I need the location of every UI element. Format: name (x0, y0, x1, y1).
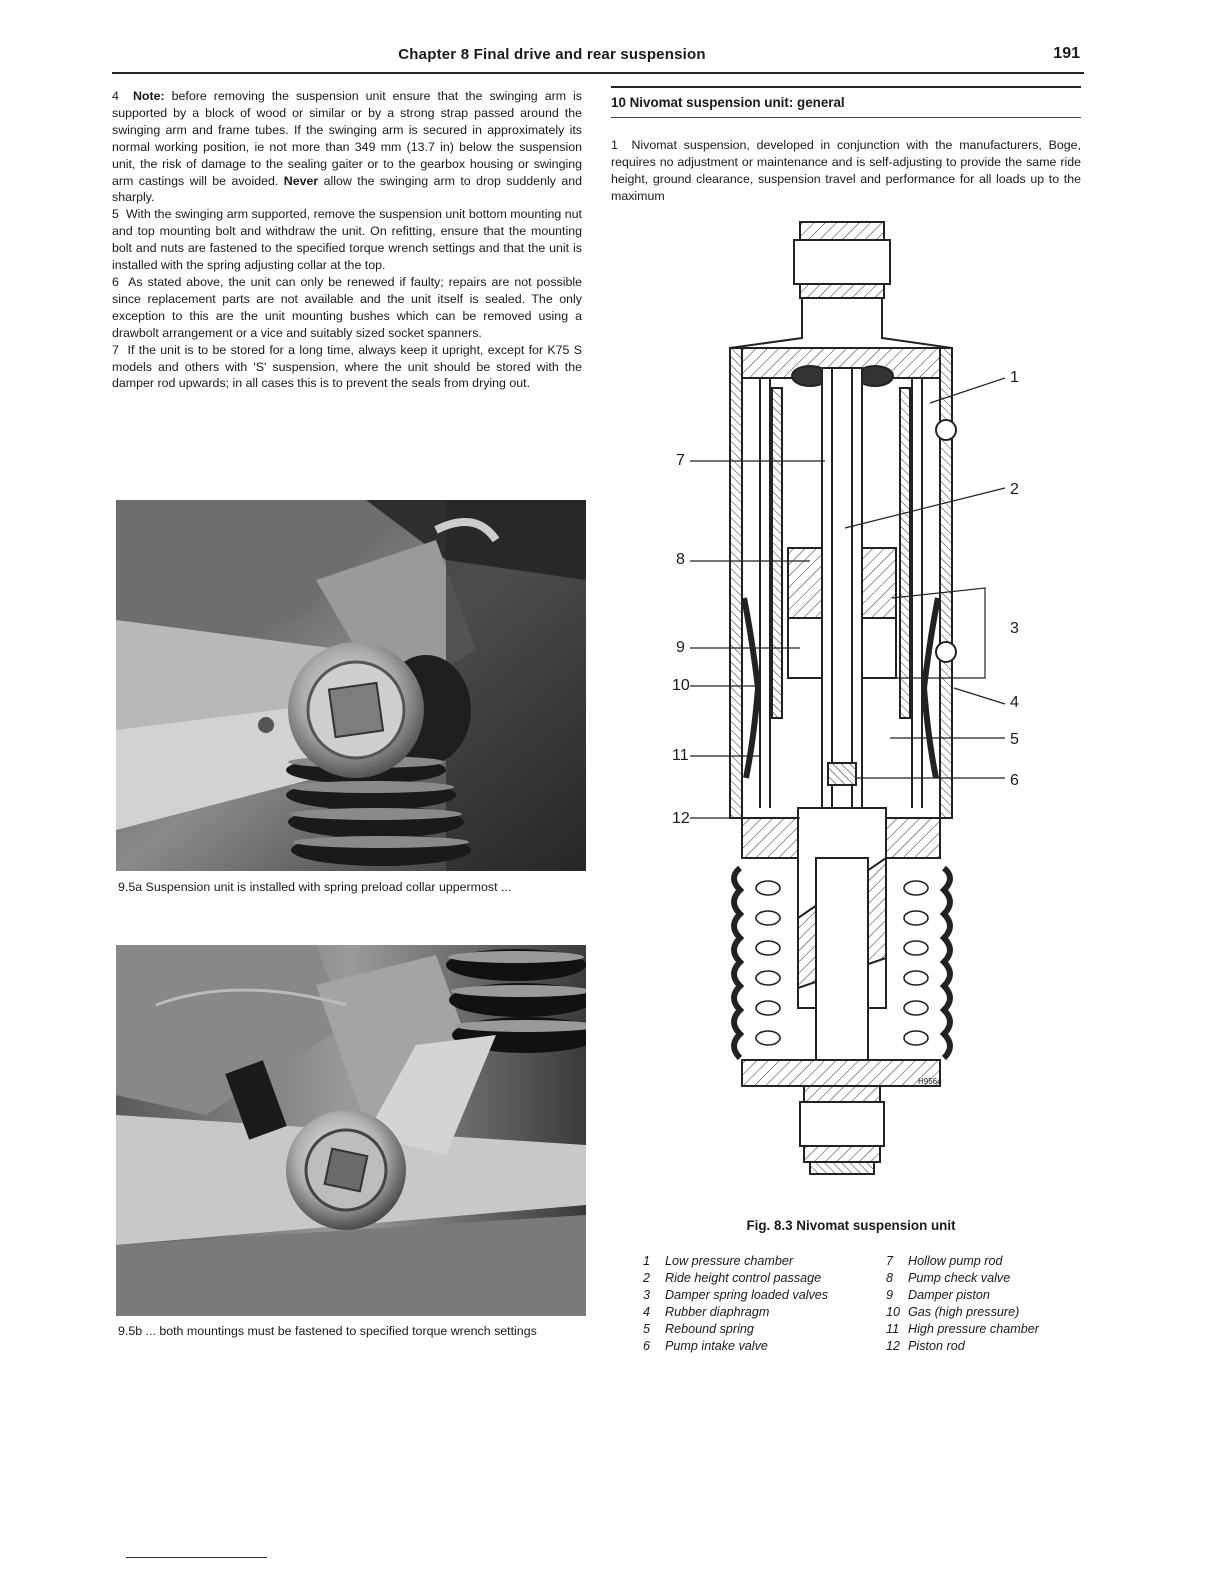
legend-item: 1 Low pressure chamber (643, 1254, 794, 1268)
paragraph-6: 6 As stated above, the unit can only be renewed if faulty; repairs are not possible since replacement parts are not available and the unit itself is sealed. The only exception to this are the unit mounting bushes which can be removed using a drawbolt arrangement or a vice and suitably sized socket spanners. (112, 274, 582, 340)
paragraph-5: 5 With the swinging arm supported, remove the suspension unit bottom mounting nut and top mounting bolt and withdraw the unit. On refitting, ensure that the mounting bolt and nuts are fastened to the specified torque wrench settings and that the unit is installed with the spring adjusting collar at the top. (112, 207, 582, 273)
legend-item: 4 Rubber diaphragm (643, 1305, 770, 1319)
photo-caption-9-5a: 9.5a Suspension unit is installed with spring preload collar uppermost ... (118, 880, 512, 894)
legend-item: 8 Pump check valve (886, 1271, 1011, 1285)
paragraph-4: 4 Note: before removing the suspension unit ensure that the swinging arm is supported by a block of wood or similar or by a strong strap passed around the swinging arm and frame tubes. If the swinging arm is secured in approximately its normal working position, ie not more than 349 mm (13.7 in) below the suspension unit, the risk of damage to the sealing gaiter or to the gearbox housing or swinging arm castings will be avoided. Never allow the swinging arm to drop suddenly and sharply. (112, 89, 582, 205)
photo-suspension-mountings (116, 945, 586, 1316)
callout-2: 2 (1010, 481, 1019, 498)
chapter-title: Chapter 8 Final drive and rear suspension (398, 46, 706, 63)
legend-item: 9 Damper piston (886, 1288, 990, 1302)
section-paragraph-1: 1 Nivomat suspension, developed in conjunction with the manufacturers, Boge, requires no adjustment or maintenance and is self-adjusting to provide the same ride height, ground clearance, suspension travel and performance for all loads up to the maximum (611, 138, 1081, 203)
page-header (112, 44, 1084, 74)
page-number: 191 (1053, 45, 1080, 62)
note-label: Note: (132, 89, 165, 103)
callout-3: 3 (1010, 620, 1019, 637)
legend-item: 12 Piston rod (886, 1339, 965, 1353)
legend-list-right (886, 1253, 1039, 1355)
legend-item: 10 Gas (high pressure) (886, 1305, 1020, 1319)
legend-item: 6 Pump intake valve (643, 1339, 768, 1353)
callout-8: 8 (676, 551, 685, 568)
photo-caption-9-5b: 9.5b ... both mountings must be fastened to specified torque wrench settings (118, 1324, 537, 1338)
callout-6: 6 (1010, 772, 1019, 789)
legend-item: 7 Hollow pump rod (886, 1254, 1003, 1268)
footnote-rule (126, 1557, 267, 1558)
callout-5: 5 (1010, 731, 1019, 748)
legend-item: 3 Damper spring loaded valves (643, 1288, 829, 1302)
figure-caption: Fig. 8.3 Nivomat suspension unit (746, 1218, 956, 1233)
callout-1: 1 (1010, 369, 1019, 386)
callout-11: 11 (672, 747, 689, 764)
paragraph-7: 7 If the unit is to be stored for a long time, always keep it upright, except for K75 S models and others with 'S' suspension, where the unit should be stored with the damper rod upwards; in all cases this is to prevent the seals from drying out. (112, 342, 582, 391)
legend-item: 11 High pressure chamber (886, 1322, 1039, 1336)
section-heading (611, 86, 1081, 118)
section-title: 10 Nivomat suspension unit: general (611, 95, 845, 110)
callout-4: 4 (1010, 694, 1019, 711)
drawing-id: H9564 (918, 1077, 942, 1086)
callout-12: 12 (672, 810, 690, 827)
legend-item: 5 Rebound spring (643, 1322, 754, 1336)
left-column-text (112, 88, 582, 392)
never-emphasis: Never (283, 173, 319, 188)
legend-list-left (643, 1253, 828, 1355)
callout-9: 9 (676, 639, 685, 656)
callout-10: 10 (672, 677, 690, 694)
legend-item: 2 Ride height control passage (643, 1271, 822, 1285)
photo-suspension-unit-top (116, 500, 586, 871)
callout-7: 7 (676, 452, 685, 469)
